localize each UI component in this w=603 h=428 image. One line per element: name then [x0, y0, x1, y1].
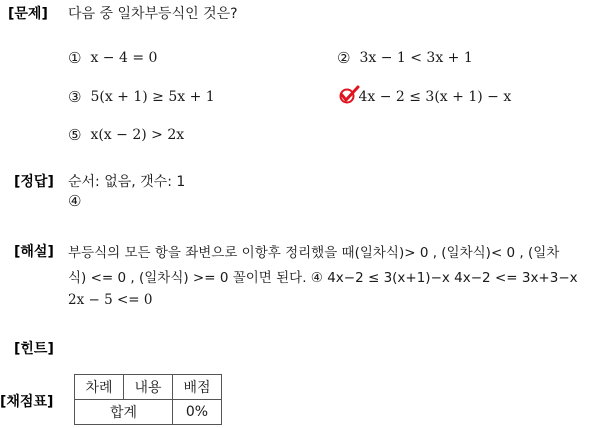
total-label-cell: 합계 [75, 400, 173, 425]
choice-text: x − 4 = 0 [90, 50, 158, 66]
problem-label: [문제] [8, 6, 48, 22]
scoring-table [74, 374, 222, 425]
table-header-cell: 차례 [75, 375, 124, 400]
scoring-label: [채점표] [0, 394, 54, 410]
answer-value: ④ [68, 192, 82, 210]
hint-label: [힌트] [14, 341, 54, 357]
choice-4[interactable] [337, 88, 511, 106]
explanation-label: [해설] [14, 244, 54, 260]
table-header-cell: 내용 [124, 375, 173, 400]
choice-text: 4x − 2 ≤ 3(x + 1) − x [358, 89, 512, 105]
choice-number: ① [68, 49, 82, 67]
question-text: 다음 중 일차부등식인 것은? [68, 6, 238, 22]
answer-label: [정답] [14, 174, 54, 190]
table-header-row [75, 375, 222, 400]
choice-number: ⑤ [68, 126, 82, 144]
explanation-line-2: 식) <= 0 , (일차식) >= 0 꼴이면 된다. ④ 4x−2 ≤ 3(x+1)−x 4x−2 <= 3x+3−x [68, 270, 578, 286]
answer-summary: 순서: 없음, 갯수: 1 [68, 174, 186, 190]
total-value-cell: 0% [173, 400, 222, 425]
choice-3[interactable] [68, 88, 215, 106]
choice-text: 3x − 1 < 3x + 1 [359, 50, 473, 66]
choice-text: 5(x + 1) ≥ 5x + 1 [90, 89, 215, 105]
table-header-cell: 배점 [173, 375, 222, 400]
choice-number: ② [337, 49, 351, 67]
choice-text: x(x − 2) > 2x [90, 127, 185, 143]
explanation-line-1: 부등식의 모든 항을 좌변으로 이항후 정리했을 때(일차식)> 0 , (일차식)< 0 , (일차 [68, 245, 560, 261]
check-mark-icon [338, 85, 360, 105]
table-total-row [75, 400, 222, 425]
choice-5[interactable] [68, 126, 184, 144]
choice-number: ③ [68, 88, 82, 106]
choice-1[interactable] [68, 49, 157, 67]
explanation-line-3: 2x − 5 <= 0 [68, 292, 153, 308]
choice-2[interactable] [337, 49, 473, 67]
